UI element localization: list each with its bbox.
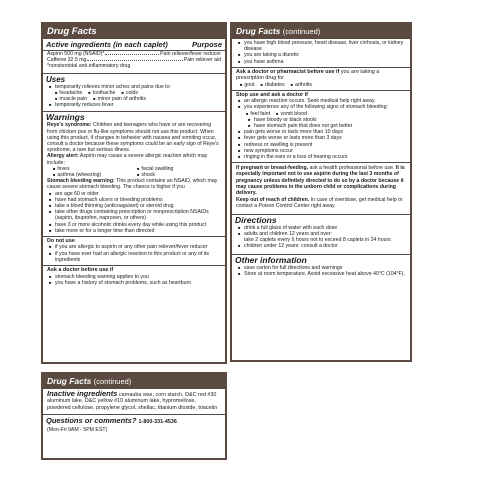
allergy-alert: Allergy alert: Aspirin may cause a severe allergic reaction which may include: bbox=[47, 153, 208, 166]
reye-warning: Reye's syndrome: Children and teenagers who have or are recovering from chicken pox or flu-like symptoms should not use this product. When using this product, if changes in behavior with nausea and vomiting occur, consult a doctor because these symptoms could be an early sign of Reye's syndrome, a rare but serious illness. bbox=[47, 122, 219, 154]
phone-number[interactable]: 1-800-331-4536 bbox=[138, 419, 177, 426]
panel-header: Drug Facts (continued) bbox=[232, 24, 410, 39]
stop-use-heading: Stop use and ask a doctor if bbox=[232, 90, 410, 98]
drug-facts-panel-bottom bbox=[41, 372, 227, 460]
pharmacist-heading: Ask a doctor or pharmacist before use if bbox=[236, 68, 340, 75]
panel-header: Drug Facts (continued) bbox=[43, 374, 225, 389]
questions-heading: Questions or comments? 1-800-331-4536 bbox=[43, 414, 225, 427]
uses-section: ■ temporarily relieves minor aches and pains due to: ■ headache■ toothache■ colds ■ muscle pain■ minor pain of arthritis ■ temporarily reduces fever bbox=[43, 84, 225, 110]
active-row: Caffeine 32.5 mg Pain reliever aid bbox=[47, 57, 221, 64]
active-ingredients-list bbox=[43, 50, 225, 71]
active-row: Aspirin 500 mg (NSAID)* Pain reliever/fever reducer bbox=[47, 51, 221, 57]
keep-out-of-reach: Keep out of reach of children. In case of overdose, get medical help or contact a Poison Control Center right away. bbox=[236, 197, 403, 210]
other-information-heading: Other information bbox=[232, 254, 410, 265]
directions-section: ■ drink a full glass of water with each dose ■ adults and children 12 years and over: take 2 caplets every 6 hours not to exceed 8 caplets in 24 hours ■ children under 12 years: consult a doctor bbox=[232, 225, 410, 251]
other-information-section: ■ save carton for full directions and warnings ■ Store at room temperature. Avoid excessive heat above 40°C (104°F). bbox=[232, 265, 410, 278]
drug-facts-panel-right: Drug Facts (continued) ■ you have high blood pressure, heart disease, liver cirrhosis, or kidney disease ■ you are taking a diuretic ■ you have asthma Ask a doctor or pharmacist before use if you are taking a prescription drug for ■ gout■ diabetes■ arthritis Stop use and ask a doctor if ■ an allergic reaction occurs. Seek medical help right away. ■ you experience any of the following signs of stomach bleeding: ■ feel faint■ vomit blood ■ have bloody or black stools ■ have stomach pain that does not get better ■ pain gets worse or lasts more than 10 days ■ fever gets worse or lasts more than 3 days ■ redness or swelling is present ■ new symptoms occur ■ ringing in the ears or a loss of hearing occurs If pregnant or breast-feeding, ask a health professional before use. It is especially important not to use aspirin during the last 3 months of pregnancy unless definitely directed to do so by a doctor because it may cause problems in the unborn child or complications during delivery. Keep out of reach of children. In case of overdose, get medical help or contact a Poison Control Center right away. Directions ■ drink a full glass of water with each dose ■ adults and children 12 years and over: take 2 caplets every 6 hours not to exceed 8 caplets in 24 hours ■ children under 12 years: consult a doctor Other information ■ save carton for full directions and warnings ■ Store at room temperature. Avoid excessive heat above 40°C (104°F). bbox=[230, 22, 412, 362]
stomach-bleeding-warning: Stomach bleeding warning: This product contains an NSAID, which may cause severe stomach bleeding. The chance is higher if you bbox=[47, 178, 218, 191]
uses-heading: Uses bbox=[43, 73, 225, 84]
allergy-items: ■ hives ■ facial swelling ■ asthma (wheezing) ■ shock bbox=[47, 166, 221, 178]
nsaid-note: *nonsteroidal anti-inflammatory drug bbox=[47, 63, 131, 70]
active-ingredients-heading: Active ingredients (in each caplet) Purpose bbox=[46, 40, 222, 49]
bleeding-signs: ■ feel faint■ vomit blood ■ have bloody or black stools ■ have stomach pain that does not get better bbox=[236, 111, 406, 130]
warnings-section: Reye's syndrome: Children and teenagers who have or are recovering from chicken pox or flu-like symptoms should not use this product. When using this product, if changes in behavior with nausea and vomiting occur, consult a doctor because these symptoms could be an early sign of Reye's syndrome, a rare but serious illness. Allergy alert: Aspirin may cause a severe allergic reaction which may include: ■ hives ■ facial swelling ■ asthma (wheezing) ■ shock Stomach bleeding warning: This product contains an NSAID, which may cause severe stomach bleeding. The chance is higher if you ■ are age 60 or older ■ have had stomach ulcers or bleeding problems ■ take a blood thinning (anticoagulant) or steroid drug ■ take other drugs containing prescription or nonprescription NSAIDs (aspirin, ibuprofen, naproxen, or others) ■ have 3 or more alcoholic drinks every day while using this product ■ take more or for a longer time than directed bbox=[43, 122, 225, 235]
directions-heading: Directions bbox=[232, 214, 410, 225]
inactive-ingredients: Inactive ingredients carnauba wax, corn starch, D&C red #30 aluminum lake, D&C yellow #10 aluminum lake, hypromellose, powdered cellulose, propylene glycol, shellac, titanium dioxide, triacetin bbox=[47, 389, 218, 411]
warnings-heading: Warnings bbox=[43, 111, 225, 122]
drug-facts-panel-left: Drug Facts Active ingredients (in each caplet) Purpose Aspirin 500 mg (NSAID)* Pain reliever/fever reducer Caffeine 32.5 mg Pain reliever aid *nonsteroidal anti-inflammatory drug Uses ■ temporarily relieves minor aches and pains due to: ■ headache■ toothache■ colds ■ muscle pain■ minor pain of arthritis ■ temporarily reduces fever Warnings Reye's syndrome: Children and teenagers who have or are recovering from chicken pox or flu-like symptoms should not use this product. When using this product, if changes in behavior with nausea and vomiting occur, consult a doctor because these symptoms could be an early sign of Reye's syndrome, a rare but serious illness. Allergy alert: Aspirin may cause a severe allergic reaction which may include: ■ hives ■ facial swelling ■ asthma (wheezing) ■ shock Stomach bleeding warning: This product contains an NSAID, which may cause severe stomach bleeding. The chance is higher if you ■ are age 60 or older ■ have had stomach ulcers or bleeding problems ■ take a blood thinning (anticoagulant) or steroid drug ■ take other drugs containing prescription or nonprescription NSAIDs (aspirin, ibuprofen, naproxen, or others) ■ have 3 or more alcoholic drinks every day while using this product ■ take more or for a longer time than directed Do not use ■ if you are allergic to aspirin or any other pain reliever/fever reducer ■ if you have ever had an allergic reaction to this product or any of its ingredients Ask a doctor before use if ■ stomach bleeding warning applies to you ■ you have a history of stomach problems, such as heartburn bbox=[41, 22, 227, 364]
ask-doctor-heading: Ask a doctor before use if bbox=[43, 265, 225, 273]
pregnancy-warning: If pregnant or breast-feeding, ask a health professional before use. It is especially important not to use aspirin during the last 3 months of pregnancy unless definitely directed to do so by a doctor because it may cause problems in the unborn child or complications during delivery. bbox=[232, 162, 410, 197]
do-not-use-heading: Do not use bbox=[43, 236, 225, 244]
panel-header: Drug Facts bbox=[43, 24, 225, 39]
hours: (Mon-Fri 9AM - 5PM EST) bbox=[47, 427, 108, 434]
